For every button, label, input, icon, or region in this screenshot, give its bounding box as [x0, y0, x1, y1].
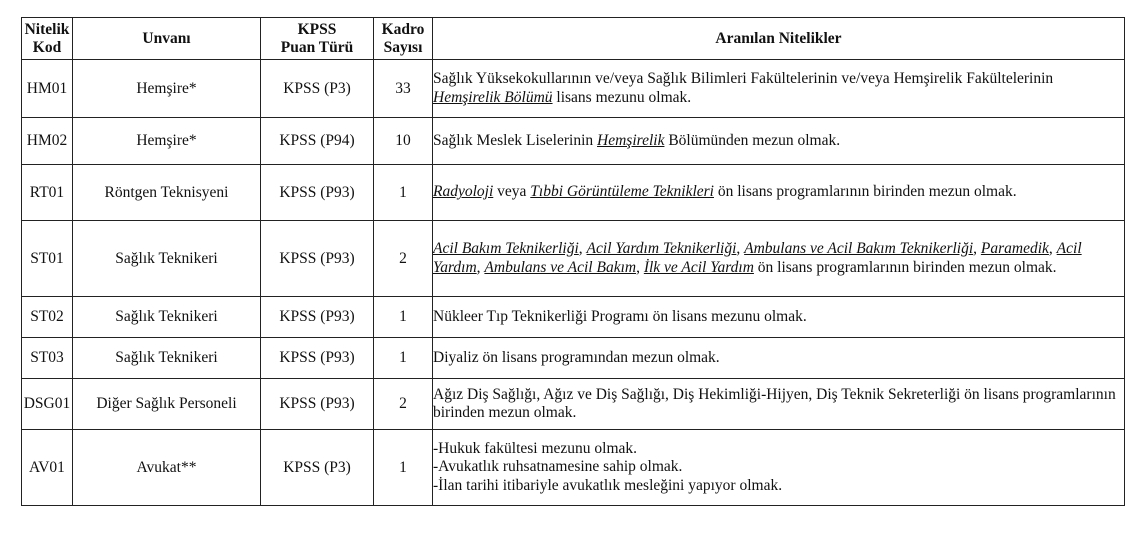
program-name: Radyoloji [433, 183, 494, 201]
qualification-text: Ağız Diş Sağlığı, Ağız ve Diş Sağlığı, Diş Hekimliği-Hijyen, Diş Teknik Sekreterliği ön lisans programlarının birinden mezun olmak. [433, 385, 1116, 421]
cell-code: AV01 [22, 430, 73, 506]
qualification-text: Bölümünden mezun olmak. [664, 131, 841, 149]
cell-count: 33 [374, 60, 433, 118]
cell-kpss: KPSS (P3) [261, 60, 374, 118]
header-qualifications: Aranılan Nitelikler [433, 18, 1125, 60]
cell-code: DSG01 [22, 379, 73, 430]
qualification-text: -Avukatlık ruhsatnamesine sahip olmak. [433, 458, 683, 476]
cell-qualifications [433, 338, 1125, 379]
table-row [22, 430, 1125, 506]
cell-title: Röntgen Teknisyeni [73, 165, 261, 221]
cell-kpss: KPSS (P93) [261, 338, 374, 379]
cell-title: Hemşire* [73, 118, 261, 165]
cell-qualifications [433, 60, 1125, 118]
header-kpss: KPSS Puan Türü [261, 18, 374, 60]
cell-title: Hemşire* [73, 60, 261, 118]
cell-count: 10 [374, 118, 433, 165]
cell-code: ST02 [22, 297, 73, 338]
qualification-text: Sağlık Meslek Liselerinin [433, 131, 598, 149]
cell-code: RT01 [22, 165, 73, 221]
table-row [22, 338, 1125, 379]
qualification-text: , [736, 240, 745, 257]
positions-table [21, 17, 1125, 506]
cell-title: Sağlık Teknikeri [73, 297, 261, 338]
qualification-text: Nükleer Tıp Teknikerliği Programı ön lisans mezunu olmak. [433, 307, 807, 325]
table-row [22, 297, 1125, 338]
qualification-text: ön lisans programlarının birinden mezun olmak. [753, 258, 1057, 276]
program-name: Ambulans ve Acil Bakım [484, 258, 637, 276]
cell-code: HM01 [22, 60, 73, 118]
cell-count: 1 [374, 338, 433, 379]
cell-count: 2 [374, 379, 433, 430]
cell-code: ST01 [22, 221, 73, 297]
cell-code: ST03 [22, 338, 73, 379]
program-name: Hemşirelik [597, 131, 665, 149]
header-title: Unvanı [73, 18, 261, 60]
table-row [22, 379, 1125, 430]
program-name: İlk ve Acil Yardım [643, 258, 754, 276]
cell-kpss: KPSS (P94) [261, 118, 374, 165]
cell-kpss: KPSS (P93) [261, 379, 374, 430]
qualification-text: , [973, 240, 981, 257]
qualification-text: Diyaliz ön lisans programından mezun olmak. [433, 348, 720, 366]
cell-kpss: KPSS (P93) [261, 221, 374, 297]
qualification-text: , [1048, 240, 1057, 257]
cell-title: Avukat** [73, 430, 261, 506]
cell-title: Diğer Sağlık Personeli [73, 379, 261, 430]
qualification-text: , [476, 258, 485, 276]
qualification-text: , [578, 240, 587, 257]
cell-qualifications [433, 297, 1125, 338]
qualification-text: ön lisans programlarının birinden mezun olmak. [714, 183, 1017, 201]
table-row [22, 165, 1125, 221]
cell-count: 1 [374, 430, 433, 506]
qualification-text: lisans mezunu olmak. [552, 88, 692, 106]
table-row [22, 60, 1125, 118]
qualification-text: , [636, 258, 644, 276]
cell-qualifications [433, 165, 1125, 221]
table-row [22, 118, 1125, 165]
cell-kpss: KPSS (P93) [261, 165, 374, 221]
cell-count: 1 [374, 297, 433, 338]
cell-qualifications [433, 379, 1125, 430]
qualification-text: -Hukuk fakültesi mezunu olmak. [433, 439, 638, 457]
cell-kpss: KPSS (P93) [261, 297, 374, 338]
header-count: Kadro Sayısı [374, 18, 433, 60]
header-row [22, 18, 1125, 60]
table-row [22, 221, 1125, 297]
cell-qualifications [433, 430, 1125, 506]
program-name: Acil Bakım Teknikerliği [433, 240, 579, 257]
program-name: Paramedik [980, 240, 1049, 257]
program-name: Acil Yardım [433, 240, 1082, 276]
qualification-text: veya [493, 183, 531, 201]
qualification-text: -İlan tarihi itibariyle avukatlık mesleğini yapıyor olmak. [433, 476, 783, 494]
program-name: Ambulans ve Acil Bakım Teknikerliği [744, 240, 974, 257]
cell-count: 2 [374, 221, 433, 297]
cell-title: Sağlık Teknikeri [73, 221, 261, 297]
program-name: Tıbbi Görüntüleme Teknikleri [530, 183, 714, 201]
cell-kpss: KPSS (P3) [261, 430, 374, 506]
program-name: Acil Yardım Teknikerliği [586, 240, 737, 257]
header-code: Nitelik Kod [22, 18, 73, 60]
program-name: Hemşirelik Bölümü [433, 88, 553, 106]
cell-code: HM02 [22, 118, 73, 165]
cell-qualifications [433, 118, 1125, 165]
cell-qualifications [433, 221, 1125, 297]
cell-count: 1 [374, 165, 433, 221]
qualification-text: Sağlık Yüksekokullarının ve/veya Sağlık Bilimleri Fakültelerinin ve/veya Hemşirelik Fakültelerinin [433, 70, 1054, 87]
cell-title: Sağlık Teknikeri [73, 338, 261, 379]
